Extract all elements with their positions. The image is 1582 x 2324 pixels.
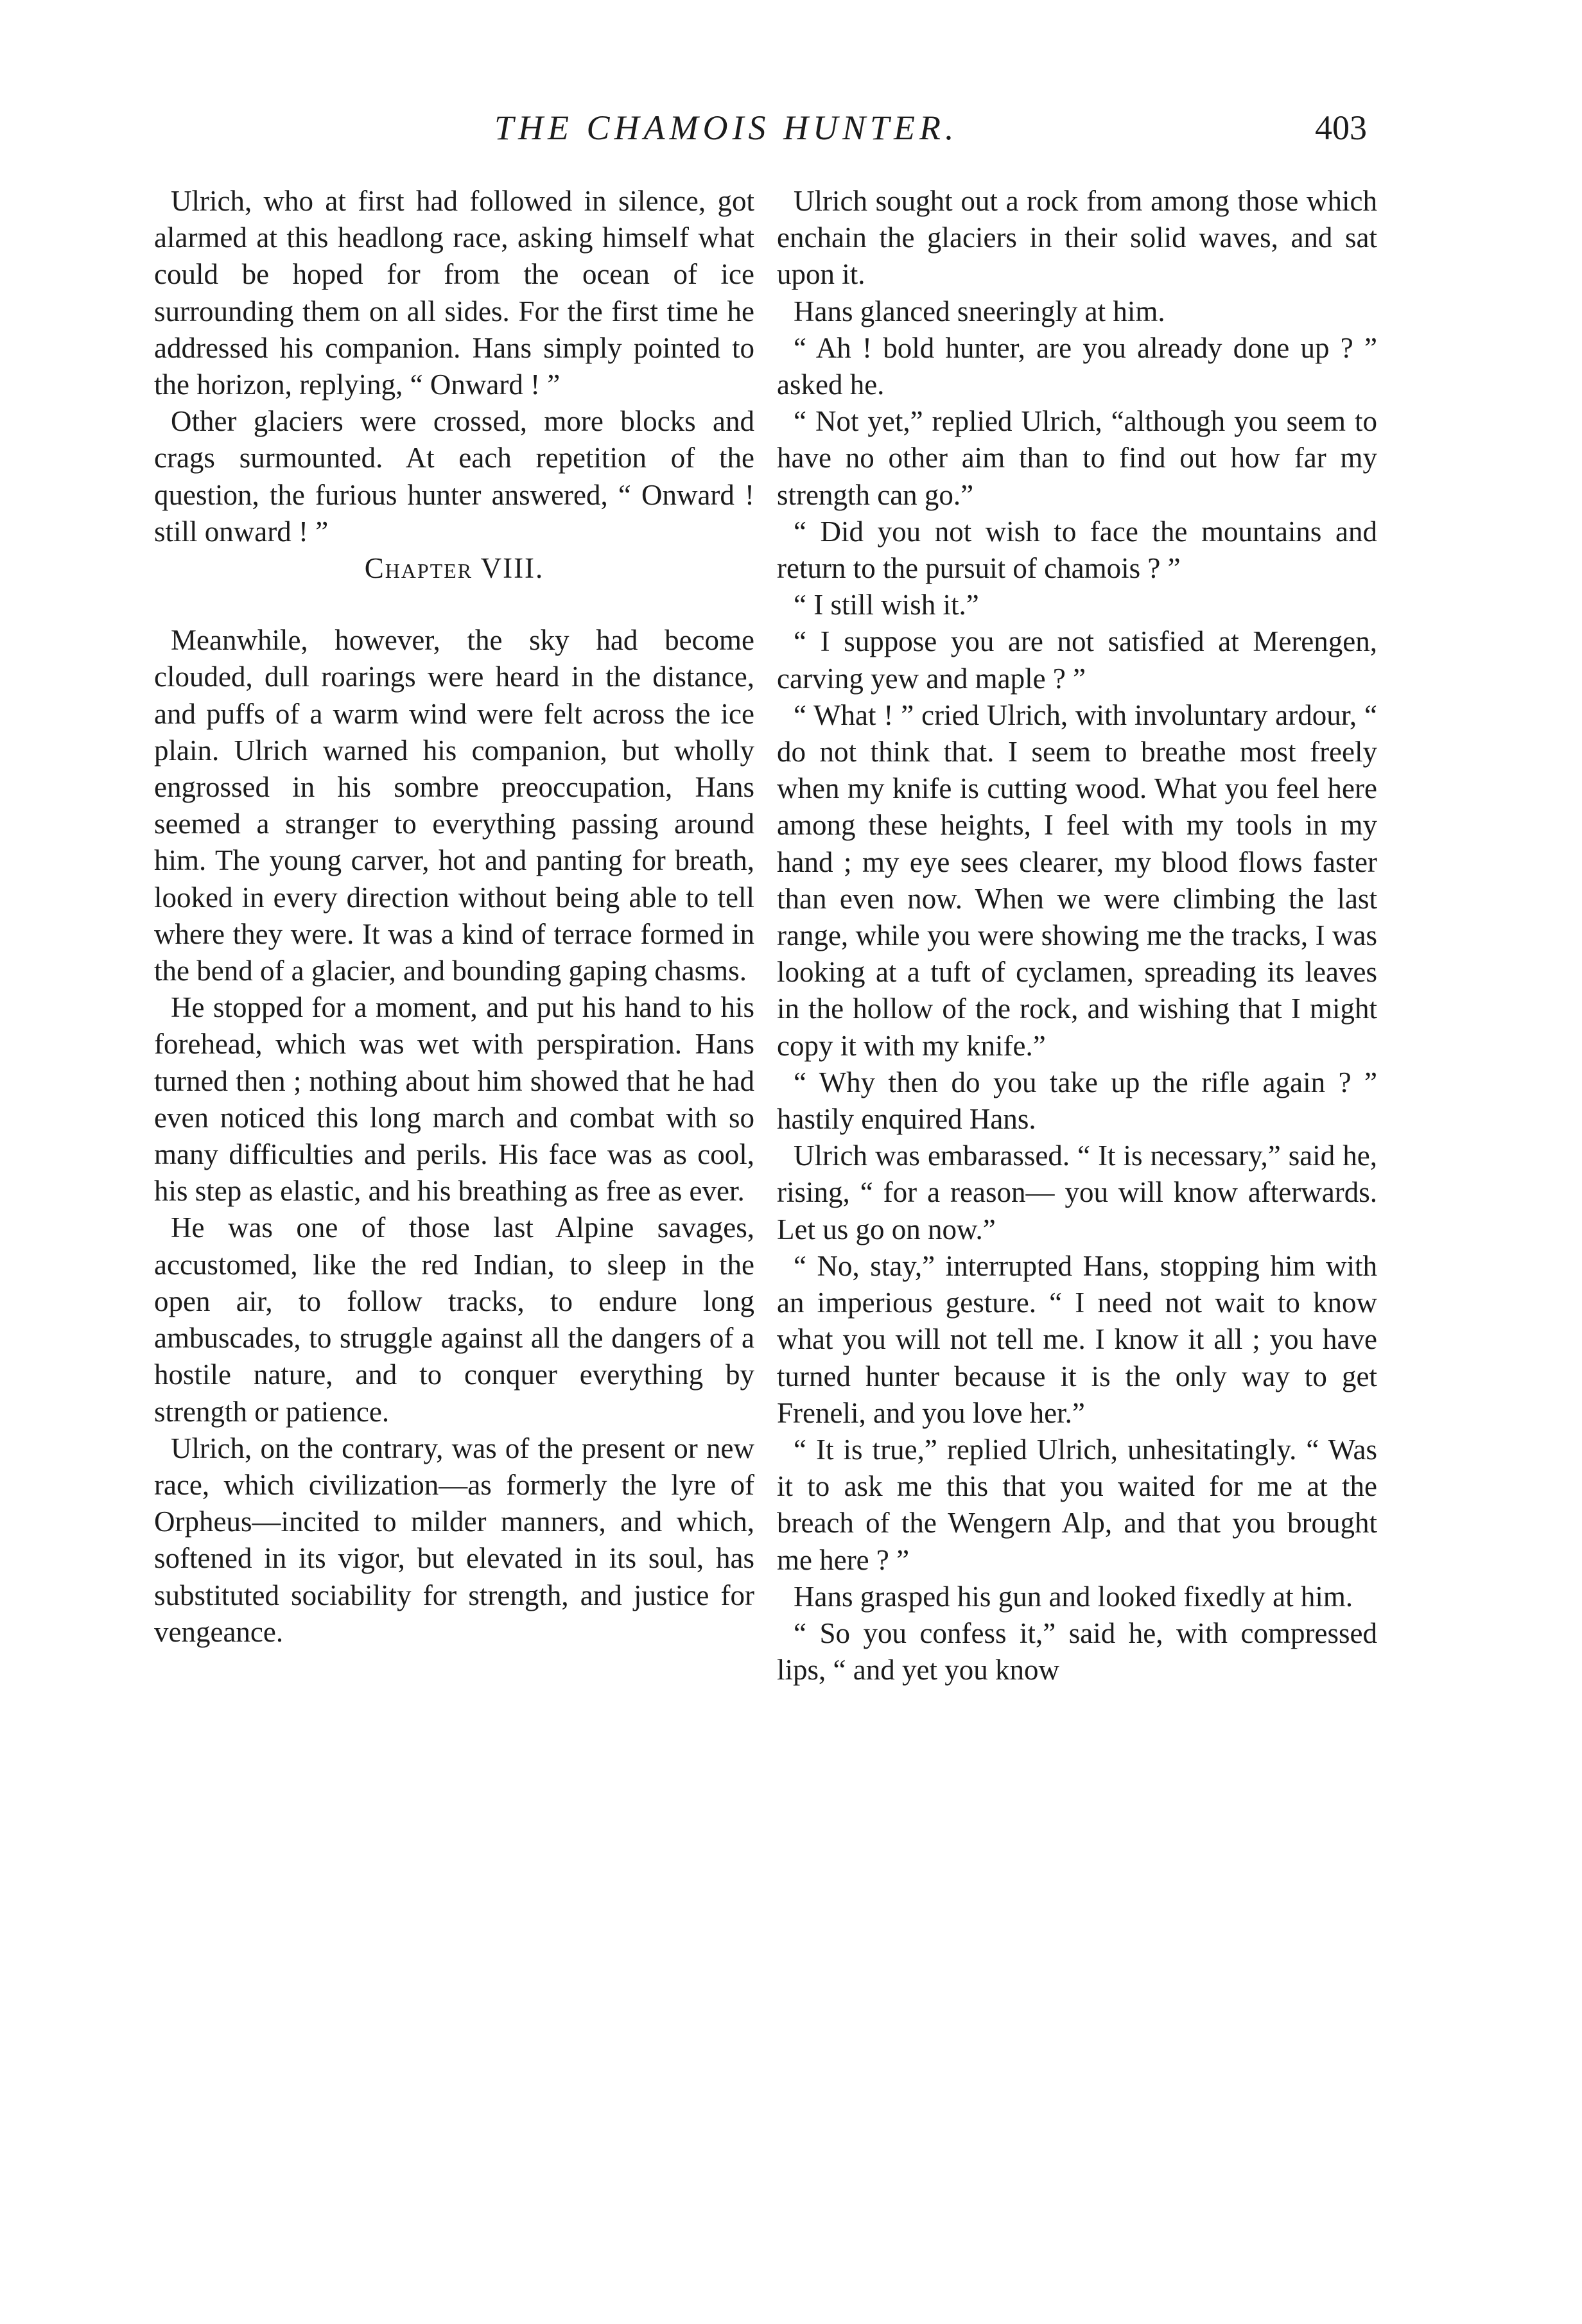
paragraph: “ Ah ! bold hunter, are you already done up ? ” asked he. <box>777 331 1377 401</box>
paragraph: “ I still wish it.” <box>794 589 979 621</box>
paragraph: Meanwhile, however, the sky had become clouded, dull roarings were heard in the distance, and puffs of a warm wind were felt across the ice plain. Ulrich warned his companion, but wholly engrossed in his sombre preoccupation, Hans seemed a stranger to everything passing around him. The young carver, hot and panting for breath, looked in every direction without being able to tell where they were. It was a kind of terrace formed in the bend of a glacier, and bounding gaping chasms. <box>154 624 754 987</box>
paragraph: Hans glanced sneeringly at him. <box>794 295 1165 327</box>
paragraph: “ No, stay,” interrupted Hans, stopping him with an imperious gesture. “ I need not wait to know what you will not tell me. I know it all ; you have turned hunter because it is the only way to get Freneli, and you love her.” <box>777 1249 1377 1429</box>
page-header <box>0 108 1582 159</box>
page-number: 403 <box>1315 108 1367 147</box>
paragraph: Ulrich sought out a rock from among those which enchain the glaciers in their solid waves, and sat upon it. <box>777 185 1377 291</box>
chapter-heading: Chapter VIII. <box>364 552 544 585</box>
left-column <box>154 183 754 1651</box>
right-column <box>777 183 1377 1688</box>
paragraph: Ulrich, who at first had followed in silence, got alarmed at this headlong race, asking himself what could be hoped for from the ocean of ice surrounding them on all sides. For the first time he addressed his companion. Hans simply pointed to the horizon, replying, “ Onward ! ” <box>154 185 754 401</box>
paragraph: Ulrich was embarassed. “ It is necessary,” said he, rising, “ for a reason— you will know afterwards. Let us go on now.” <box>777 1140 1377 1245</box>
paragraph: Other glaciers were crossed, more blocks and crags surmounted. At each repetition of the question, the furious hunter answered, “ Onward ! still onward ! ” <box>154 405 754 548</box>
paragraph: “ I suppose you are not satisfied at Merengen, carving yew and maple ? ” <box>777 625 1377 695</box>
paragraph: “ Not yet,” replied Ulrich, “although you seem to have no other aim than to find out how far my strength can go.” <box>777 405 1377 511</box>
paragraph: He was one of those last Alpine savages, accustomed, like the red Indian, to sleep in the open air, to follow tracks, to endure long ambuscades, to struggle against all the dangers of a hostile nature, and to conquer everything by strength or patience. <box>154 1211 754 1428</box>
paragraph: Ulrich, on the contrary, was of the present or new race, which civilization—as formerly the lyre of Orpheus—incited to milder manners, and which, softened in its vigor, but elevated in its soul, has substituted sociability for strength, and justice for vengeance. <box>154 1432 754 1648</box>
paragraph: “ It is true,” replied Ulrich, unhesitatingly. “ Was it to ask me this that you waited for me at the breach of the Wengern Alp, and that you brought me here ? ” <box>777 1433 1377 1576</box>
paragraph: “ So you confess it,” said he, with compressed lips, “ and yet you know <box>777 1617 1377 1687</box>
paragraph: “ What ! ” cried Ulrich, with involuntary ardour, “ do not think that. I seem to breathe most freely when my knife is cutting wood. What you feel here among these heights, I feel with my tools in my hand ; my eye sees clearer, my blood flows faster than even now. When we were climbing the last range, while you were showing me the tracks, I was looking at a tuft of cyclamen, spreading its leaves in the hollow of the rock, and wishing that I might copy it with my knife.” <box>777 698 1377 1062</box>
paragraph: “ Did you not wish to face the mountains and return to the pursuit of chamois ? ” <box>777 515 1377 585</box>
paragraph: He stopped for a moment, and put his hand to his forehead, which was wet with perspiration. Hans turned then ; nothing about him showed that he had even noticed this long march and combat with so many difficulties and perils. His face was as cool, his step as elastic, and his breathing as free as ever. <box>154 991 754 1208</box>
paragraph: Hans grasped his gun and looked fixedly at him. <box>794 1580 1353 1613</box>
paragraph: “ Why then do you take up the rifle again ? ” hastily enquired Hans. <box>777 1066 1377 1136</box>
running-title: THE CHAMOIS HUNTER. <box>494 108 959 147</box>
